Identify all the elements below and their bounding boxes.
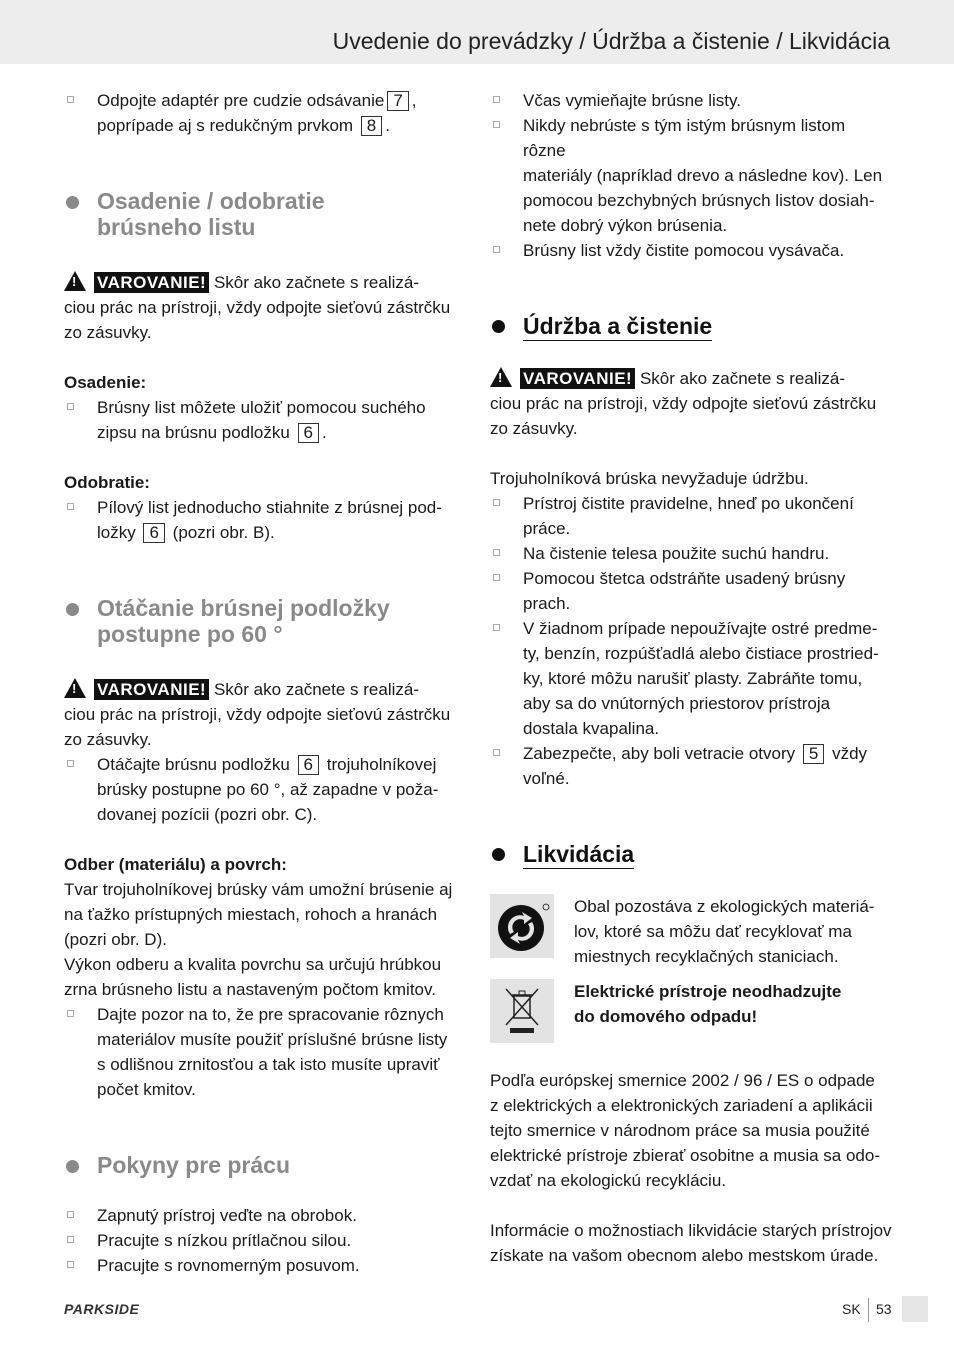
warning-paragraph: ! VAROVANIE! Skôr ako začnete s realizá- ciou prác na prístroji, vždy odpojte sieťovú zástrčku zo zásuvky. [64, 273, 451, 342]
part-ref: 6 [298, 423, 319, 443]
bullet-icon [493, 624, 500, 631]
list-item: Odpojte adaptér pre cudzie odsávanie 7 , poprípade aj s redukčným prvkom 8 . [64, 88, 464, 138]
body-text: Trojuholníková brúska nevyžaduje údržbu. [490, 469, 809, 488]
bullet-icon [493, 549, 500, 556]
list-item: Pomocou štetca odstráňte usadený brúsny prach. [490, 566, 892, 616]
brand-logo: PARKSIDE [64, 1301, 140, 1317]
section-heading: Likvidácia [490, 841, 892, 869]
list-item: Zapnutý prístroj veďte na obrobok. [64, 1203, 464, 1228]
footer-divider [868, 1298, 869, 1322]
bullet-icon [67, 1010, 74, 1017]
warning-triangle-icon: ! [490, 367, 512, 387]
body-text: Tvar trojuholníkovej brúsky vám umožní brúsenie aj na ťažko prístupných miestach, rohoch a hranách (pozri obr. D). Výkon odberu a kvalita povrchu sa určujú hrúbkou zrna brúsneho listu a nastaveným počtom kmitov. [64, 880, 453, 999]
right-column [490, 88, 892, 1268]
green-dot-recycling-icon [490, 894, 554, 958]
body-text: Podľa európskej smernice 2002 / 96 / ES o odpade z elektrických a elektronických zariadení a aplikácii tejto smernice v národnom práce sa musia použité elektrické prístroje zbierať osobitne a musia sa odo- vzdať na ekologickú recykláciu. [490, 1071, 881, 1190]
list-item: Prístroj čistite pravidelne, hneď po ukončení práce. [490, 491, 892, 541]
part-ref: 6 [298, 755, 319, 775]
list-item: Otáčajte brúsnu podložku 6 trojuholníkovej brúsky postupne po 60 °, až zapadne v poža- dovanej pozícii (pozri obr. C). [64, 752, 464, 827]
bullet-icon [493, 499, 500, 506]
bullet-icon [493, 121, 500, 128]
part-ref: 5 [803, 744, 824, 764]
section-heading: Údržba a čistenie [490, 313, 892, 341]
warning-triangle-icon: ! [64, 271, 86, 291]
list-item: Pracujte s rovnomerným posuvom. [64, 1253, 464, 1278]
bullet-dot-icon [66, 603, 79, 616]
list-item: Zabezpečte, aby boli vetracie otvory 5 vždy voľné. [490, 741, 892, 791]
bullet-icon [493, 574, 500, 581]
list-item: Pílový list jednoducho stiahnite z brúsnej pod- ložky 6 (pozri obr. B). [64, 495, 464, 545]
subheading: Odber (materiálu) a povrch: [64, 855, 287, 874]
part-ref: 7 [387, 91, 408, 111]
page-tab-marker [902, 1296, 928, 1322]
language-code: SK [842, 1301, 861, 1317]
bullet-dot-icon [66, 196, 79, 209]
bullet-icon [67, 1211, 74, 1218]
bullet-icon [67, 1236, 74, 1243]
bullet-dot-icon [492, 848, 505, 861]
bullet-dot-icon [492, 320, 505, 333]
part-ref: 8 [361, 116, 382, 136]
bullet-icon [493, 96, 500, 103]
crossed-bin-icon [490, 979, 554, 1043]
warning-paragraph: ! VAROVANIE! Skôr ako začnete s realizá- ciou prác na prístroji, vždy odpojte sieťovú zástrčku zo zásuvky. [64, 680, 451, 749]
recycling-notice [490, 894, 892, 969]
section-heading: Otáčanie brúsnej podložky postupne po 60 ° [64, 595, 464, 647]
list-item: Brúsny list vždy čistite pomocou vysávača. [490, 238, 892, 263]
list-item: Na čistenie telesa použite suchú handru. [490, 541, 892, 566]
warning-triangle-icon: ! [64, 678, 86, 698]
bullet-icon [493, 749, 500, 756]
bullet-icon [493, 246, 500, 253]
bullet-icon [67, 403, 74, 410]
page-number: 53 [876, 1301, 892, 1317]
list-item: Nikdy nebrúste s tým istým brúsnym listom rôzne materiály (napríklad drevo a následne kov). Len pomocou bezchybných brúsnych listov dosiah- nete dobrý výkon brúsenia. [490, 113, 892, 238]
bullet-icon [67, 96, 74, 103]
list-item: V žiadnom prípade nepoužívajte ostré predme- ty, benzín, rozpúšťadlá alebo čistiace prostried- ky, ktoré môžu narušiť plasty. Zabráňte tomu, aby sa do vnútorných priestorov prístroja dostala kvapalina. [490, 616, 892, 741]
intro-list [64, 88, 464, 138]
list-item: Pracujte s nízkou prítlačnou silou. [64, 1228, 464, 1253]
list-item: Dajte pozor na to, že pre spracovanie rôznych materiálov musíte použiť príslušné brúsne listy s odlišnou zrnitosťou a tak isto musíte upraviť počet kmitov. [64, 1002, 464, 1102]
warning-badge: VAROVANIE! [94, 272, 209, 293]
bullet-dot-icon [66, 1160, 79, 1173]
subheading: Odobratie: [64, 473, 150, 492]
warning-badge: VAROVANIE! [520, 368, 635, 389]
list-item: Brúsny list môžete uložiť pomocou suchého zipsu na brúsnu podložku 6 . [64, 395, 464, 445]
section-heading: Pokyny pre prácu [64, 1152, 464, 1178]
list-item: Včas vymieňajte brúsne listy. [490, 88, 892, 113]
body-text: Informácie o možnostiach likvidácie starých prístrojov získate na vašom obecnom alebo mestskom úrade. [490, 1221, 892, 1265]
section-heading: Osadenie / odobratie brúsneho listu [64, 188, 464, 240]
page-header [0, 0, 954, 64]
page-title: Uvedenie do prevádzky / Údržba a čistenie / Likvidácia [332, 28, 890, 54]
bullet-icon [67, 760, 74, 767]
body-text: Elektrické prístroje neodhadzujte do domového odpadu! [574, 982, 842, 1026]
part-ref: 6 [143, 523, 164, 543]
bullet-icon [67, 503, 74, 510]
weee-notice [490, 979, 892, 1043]
body-text: Obal pozostáva z ekologických materiá- lov, ktoré sa môžu dať recyklovať ma miestnych recyklačných staniciach. [574, 897, 875, 966]
bullet-icon [67, 1261, 74, 1268]
subheading: Osadenie: [64, 373, 147, 392]
left-column [64, 88, 464, 1278]
warning-paragraph: ! VAROVANIE! Skôr ako začnete s realizá- ciou prác na prístroji, vždy odpojte sieťovú zástrčku zo zásuvky. [490, 369, 877, 438]
warning-badge: VAROVANIE! [94, 679, 209, 700]
